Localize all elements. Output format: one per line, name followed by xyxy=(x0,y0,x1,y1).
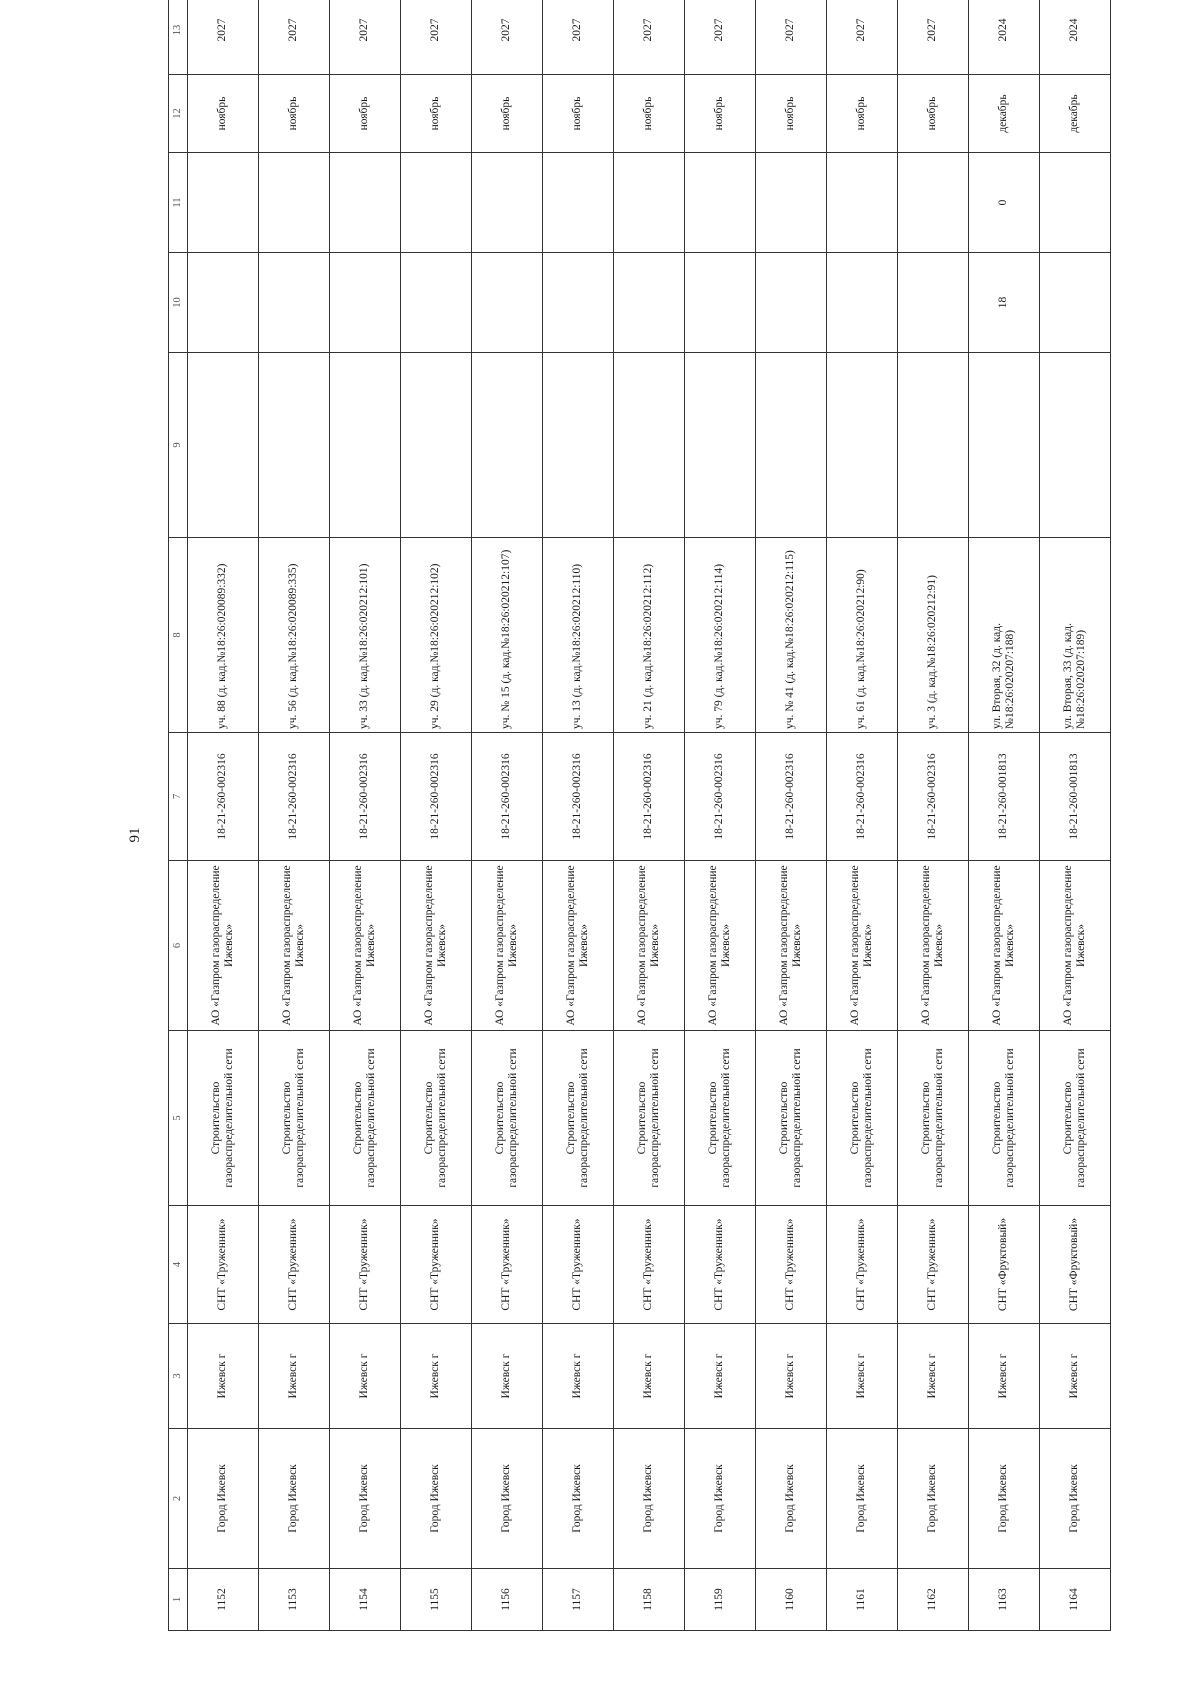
table-cell-col-4: СНТ «Фруктовый» xyxy=(1040,1206,1111,1324)
table-cell-col-3: Ижевск г xyxy=(259,1324,330,1429)
table-cell-col-12: ноябрь xyxy=(472,75,543,153)
table-cell-col-12: ноябрь xyxy=(898,75,969,153)
table-cell-col-1: 1163 xyxy=(969,1569,1040,1631)
table-cell-col-2: Город Ижевск xyxy=(685,1429,756,1569)
table-cell-col-13: 2027 xyxy=(543,0,614,75)
table-cell-col-11 xyxy=(401,153,472,253)
table-cell-col-13: 2027 xyxy=(756,0,827,75)
table-cell-col-11 xyxy=(259,153,330,253)
table-cell-col-6: АО «Газпром газораспределение Ижевск» xyxy=(472,861,543,1031)
table-cell-col-7: 18-21-260-002316 xyxy=(188,733,259,861)
table-cell-col-7: 18-21-260-002316 xyxy=(401,733,472,861)
table-cell-col-6: АО «Газпром газораспределение Ижевск» xyxy=(614,861,685,1031)
table-cell-col-3: Ижевск г xyxy=(1040,1324,1111,1429)
table-cell-col-13: 2027 xyxy=(898,0,969,75)
table-cell-col-10 xyxy=(543,253,614,353)
table-cell-col-9 xyxy=(756,353,827,538)
table-row xyxy=(614,0,685,1631)
table-cell-col-7: 18-21-260-001813 xyxy=(969,733,1040,861)
column-header-2: 2 xyxy=(169,1429,188,1569)
table-cell-col-10: 18 xyxy=(969,253,1040,353)
table-cell-col-2: Город Ижевск xyxy=(259,1429,330,1569)
table-cell-col-13: 2027 xyxy=(827,0,898,75)
table-cell-col-13: 2027 xyxy=(188,0,259,75)
table-cell-col-8: уч. 56 (д. кад.№18:26:020089:335) xyxy=(259,538,330,733)
table-row xyxy=(401,0,472,1631)
column-header-7: 7 xyxy=(169,733,188,861)
table-cell-col-4: СНТ «Труженник» xyxy=(401,1206,472,1324)
table-cell-col-6: АО «Газпром газораспределение Ижевск» xyxy=(1040,861,1111,1031)
table-cell-col-3: Ижевск г xyxy=(188,1324,259,1429)
table-cell-col-1: 1164 xyxy=(1040,1569,1111,1631)
table-cell-col-11 xyxy=(472,153,543,253)
table-cell-col-7: 18-21-260-002316 xyxy=(827,733,898,861)
table-container xyxy=(168,18,1098,1631)
table-cell-col-9 xyxy=(898,353,969,538)
column-header-4: 4 xyxy=(169,1206,188,1324)
table-cell-col-6: АО «Газпром газораспределение Ижевск» xyxy=(259,861,330,1031)
table-cell-col-3: Ижевск г xyxy=(685,1324,756,1429)
table-cell-col-9 xyxy=(543,353,614,538)
table-cell-col-5: Строительство газораспределительной сети xyxy=(543,1031,614,1206)
table-cell-col-10 xyxy=(1040,253,1111,353)
table-cell-col-5: Строительство газораспределительной сети xyxy=(969,1031,1040,1206)
table-cell-col-2: Город Ижевск xyxy=(543,1429,614,1569)
column-header-8: 8 xyxy=(169,538,188,733)
table-cell-col-4: СНТ «Труженник» xyxy=(543,1206,614,1324)
table-cell-col-8: уч. 33 (д. кад.№18:26:020212:101) xyxy=(330,538,401,733)
table-cell-col-8: уч. 13 (д. кад.№18:26:020212:110) xyxy=(543,538,614,733)
table-cell-col-9 xyxy=(259,353,330,538)
table-cell-col-13: 2024 xyxy=(969,0,1040,75)
table-cell-col-6: АО «Газпром газораспределение Ижевск» xyxy=(827,861,898,1031)
table-header-row xyxy=(169,0,188,1631)
table-cell-col-9 xyxy=(614,353,685,538)
table-cell-col-5: Строительство газораспределительной сети xyxy=(188,1031,259,1206)
table-row xyxy=(756,0,827,1631)
table-cell-col-6: АО «Газпром газораспределение Ижевск» xyxy=(188,861,259,1031)
table-cell-col-13: 2024 xyxy=(1040,0,1111,75)
table-cell-col-13: 2027 xyxy=(330,0,401,75)
table-cell-col-1: 1152 xyxy=(188,1569,259,1631)
table-cell-col-5: Строительство газораспределительной сети xyxy=(685,1031,756,1206)
table-cell-col-1: 1160 xyxy=(756,1569,827,1631)
table-cell-col-10 xyxy=(401,253,472,353)
table-cell-col-3: Ижевск г xyxy=(614,1324,685,1429)
table-cell-col-12: ноябрь xyxy=(685,75,756,153)
table-cell-col-9 xyxy=(685,353,756,538)
table-cell-col-3: Ижевск г xyxy=(756,1324,827,1429)
table-row xyxy=(1040,0,1111,1631)
table-cell-col-3: Ижевск г xyxy=(401,1324,472,1429)
table-cell-col-1: 1159 xyxy=(685,1569,756,1631)
table-cell-col-2: Город Ижевск xyxy=(756,1429,827,1569)
register-table xyxy=(168,0,1111,1631)
table-cell-col-2: Город Ижевск xyxy=(401,1429,472,1569)
table-cell-col-9 xyxy=(1040,353,1111,538)
table-cell-col-4: СНТ «Труженник» xyxy=(259,1206,330,1324)
table-cell-col-4: СНТ «Труженник» xyxy=(898,1206,969,1324)
table-cell-col-9 xyxy=(969,353,1040,538)
table-cell-col-9 xyxy=(330,353,401,538)
table-cell-col-5: Строительство газораспределительной сети xyxy=(259,1031,330,1206)
table-cell-col-1: 1158 xyxy=(614,1569,685,1631)
table-cell-col-4: СНТ «Фруктовый» xyxy=(969,1206,1040,1324)
table-cell-col-8: уч. 3 (д. кад.№18:26:020212:91) xyxy=(898,538,969,733)
table-cell-col-6: АО «Газпром газораспределение Ижевск» xyxy=(756,861,827,1031)
table-cell-col-11 xyxy=(898,153,969,253)
table-cell-col-12: ноябрь xyxy=(756,75,827,153)
table-cell-col-12: декабрь xyxy=(1040,75,1111,153)
table-cell-col-11 xyxy=(543,153,614,253)
table-cell-col-7: 18-21-260-001813 xyxy=(1040,733,1111,861)
table-cell-col-12: декабрь xyxy=(969,75,1040,153)
table-cell-col-12: ноябрь xyxy=(330,75,401,153)
table-cell-col-3: Ижевск г xyxy=(472,1324,543,1429)
column-header-1: 1 xyxy=(169,1569,188,1631)
table-cell-col-2: Город Ижевск xyxy=(330,1429,401,1569)
table-cell-col-12: ноябрь xyxy=(543,75,614,153)
table-cell-col-9 xyxy=(401,353,472,538)
table-cell-col-6: АО «Газпром газораспределение Ижевск» xyxy=(330,861,401,1031)
table-cell-col-1: 1161 xyxy=(827,1569,898,1631)
column-header-5: 5 xyxy=(169,1031,188,1206)
table-cell-col-13: 2027 xyxy=(614,0,685,75)
table-cell-col-13: 2027 xyxy=(401,0,472,75)
table-cell-col-5: Строительство газораспределительной сети xyxy=(614,1031,685,1206)
table-cell-col-2: Город Ижевск xyxy=(827,1429,898,1569)
table-cell-col-10 xyxy=(756,253,827,353)
table-cell-col-11 xyxy=(188,153,259,253)
table-cell-col-5: Строительство газораспределительной сети xyxy=(330,1031,401,1206)
table-cell-col-10 xyxy=(898,253,969,353)
table-cell-col-1: 1153 xyxy=(259,1569,330,1631)
table-cell-col-9 xyxy=(188,353,259,538)
table-cell-col-2: Город Ижевск xyxy=(1040,1429,1111,1569)
table-cell-col-2: Город Ижевск xyxy=(898,1429,969,1569)
table-cell-col-1: 1156 xyxy=(472,1569,543,1631)
table-cell-col-11 xyxy=(614,153,685,253)
table-cell-col-8: уч. № 41 (д. кад.№18:26:020212:115) xyxy=(756,538,827,733)
table-cell-col-6: АО «Газпром газораспределение Ижевск» xyxy=(969,861,1040,1031)
table-row xyxy=(259,0,330,1631)
table-cell-col-8: уч. № 15 (д. кад.№18:26:020212:107) xyxy=(472,538,543,733)
table-cell-col-3: Ижевск г xyxy=(827,1324,898,1429)
table-cell-col-4: СНТ «Труженник» xyxy=(827,1206,898,1324)
table-cell-col-2: Город Ижевск xyxy=(969,1429,1040,1569)
table-cell-col-7: 18-21-260-002316 xyxy=(543,733,614,861)
table-cell-col-7: 18-21-260-002316 xyxy=(898,733,969,861)
table-cell-col-7: 18-21-260-002316 xyxy=(259,733,330,861)
table-cell-col-9 xyxy=(827,353,898,538)
table-cell-col-3: Ижевск г xyxy=(543,1324,614,1429)
table-cell-col-1: 1157 xyxy=(543,1569,614,1631)
table-cell-col-7: 18-21-260-002316 xyxy=(685,733,756,861)
table-cell-col-11: 0 xyxy=(969,153,1040,253)
table-cell-col-12: ноябрь xyxy=(827,75,898,153)
table-cell-col-1: 1154 xyxy=(330,1569,401,1631)
table-cell-col-8: уч. 29 (д. кад.№18:26:020212:102) xyxy=(401,538,472,733)
table-row xyxy=(827,0,898,1631)
table-cell-col-1: 1155 xyxy=(401,1569,472,1631)
column-header-9: 9 xyxy=(169,353,188,538)
table-cell-col-5: Строительство газораспределительной сети xyxy=(1040,1031,1111,1206)
table-cell-col-4: СНТ «Труженник» xyxy=(614,1206,685,1324)
table-cell-col-5: Строительство газораспределительной сети xyxy=(472,1031,543,1206)
table-cell-col-6: АО «Газпром газораспределение Ижевск» xyxy=(401,861,472,1031)
table-cell-col-5: Строительство газораспределительной сети xyxy=(827,1031,898,1206)
table-cell-col-7: 18-21-260-002316 xyxy=(472,733,543,861)
table-cell-col-12: ноябрь xyxy=(188,75,259,153)
table-cell-col-7: 18-21-260-002316 xyxy=(330,733,401,861)
column-header-10: 10 xyxy=(169,253,188,353)
table-cell-col-8: ул. Вторая, 32 (д. кад.№18:26:020207:188) xyxy=(969,538,1040,733)
page-number: 91 xyxy=(127,827,143,843)
table-cell-col-11 xyxy=(1040,153,1111,253)
table-cell-col-8: уч. 61 (д. кад.№18:26:020212:90) xyxy=(827,538,898,733)
table-row xyxy=(188,0,259,1631)
table-cell-col-6: АО «Газпром газораспределение Ижевск» xyxy=(543,861,614,1031)
table-cell-col-12: ноябрь xyxy=(401,75,472,153)
table-cell-col-10 xyxy=(330,253,401,353)
table-row xyxy=(685,0,756,1631)
table-cell-col-9 xyxy=(472,353,543,538)
table-cell-col-5: Строительство газораспределительной сети xyxy=(756,1031,827,1206)
table-cell-col-2: Город Ижевск xyxy=(614,1429,685,1569)
table-cell-col-4: СНТ «Труженник» xyxy=(685,1206,756,1324)
table-cell-col-4: СНТ «Труженник» xyxy=(330,1206,401,1324)
table-row xyxy=(969,0,1040,1631)
table-cell-col-5: Строительство газораспределительной сети xyxy=(401,1031,472,1206)
table-cell-col-7: 18-21-260-002316 xyxy=(614,733,685,861)
table-cell-col-8: уч. 21 (д. кад.№18:26:020212:112) xyxy=(614,538,685,733)
table-cell-col-11 xyxy=(756,153,827,253)
table-cell-col-10 xyxy=(188,253,259,353)
column-header-6: 6 xyxy=(169,861,188,1031)
table-cell-col-4: СНТ «Труженник» xyxy=(472,1206,543,1324)
table-cell-col-13: 2027 xyxy=(472,0,543,75)
table-cell-col-13: 2027 xyxy=(259,0,330,75)
table-cell-col-7: 18-21-260-002316 xyxy=(756,733,827,861)
table-cell-col-4: СНТ «Труженник» xyxy=(756,1206,827,1324)
table-cell-col-8: ул. Вторая, 33 (д. кад.№18:26:020207:189) xyxy=(1040,538,1111,733)
table-cell-col-3: Ижевск г xyxy=(969,1324,1040,1429)
table-cell-col-11 xyxy=(827,153,898,253)
table-cell-col-4: СНТ «Труженник» xyxy=(188,1206,259,1324)
table-cell-col-12: ноябрь xyxy=(614,75,685,153)
table-cell-col-3: Ижевск г xyxy=(898,1324,969,1429)
table-cell-col-3: Ижевск г xyxy=(330,1324,401,1429)
table-cell-col-10 xyxy=(827,253,898,353)
table-cell-col-1: 1162 xyxy=(898,1569,969,1631)
table-row xyxy=(898,0,969,1631)
table-row xyxy=(330,0,401,1631)
column-header-13: 13 xyxy=(169,0,188,75)
table-cell-col-10 xyxy=(259,253,330,353)
table-cell-col-8: уч. 88 (д. кад.№18:26:020089:332) xyxy=(188,538,259,733)
column-header-12: 12 xyxy=(169,75,188,153)
table-cell-col-13: 2027 xyxy=(685,0,756,75)
table-cell-col-5: Строительство газораспределительной сети xyxy=(898,1031,969,1206)
table-cell-col-10 xyxy=(472,253,543,353)
table-cell-col-10 xyxy=(685,253,756,353)
column-header-11: 11 xyxy=(169,153,188,253)
table-cell-col-11 xyxy=(330,153,401,253)
column-header-3: 3 xyxy=(169,1324,188,1429)
table-cell-col-11 xyxy=(685,153,756,253)
table-cell-col-2: Город Ижевск xyxy=(472,1429,543,1569)
table-cell-col-8: уч. 79 (д. кад.№18:26:020212:114) xyxy=(685,538,756,733)
table-cell-col-6: АО «Газпром газораспределение Ижевск» xyxy=(685,861,756,1031)
table-cell-col-2: Город Ижевск xyxy=(188,1429,259,1569)
table-cell-col-12: ноябрь xyxy=(259,75,330,153)
table-cell-col-6: АО «Газпром газораспределение Ижевск» xyxy=(898,861,969,1031)
table-row xyxy=(472,0,543,1631)
table-cell-col-10 xyxy=(614,253,685,353)
table-row xyxy=(543,0,614,1631)
